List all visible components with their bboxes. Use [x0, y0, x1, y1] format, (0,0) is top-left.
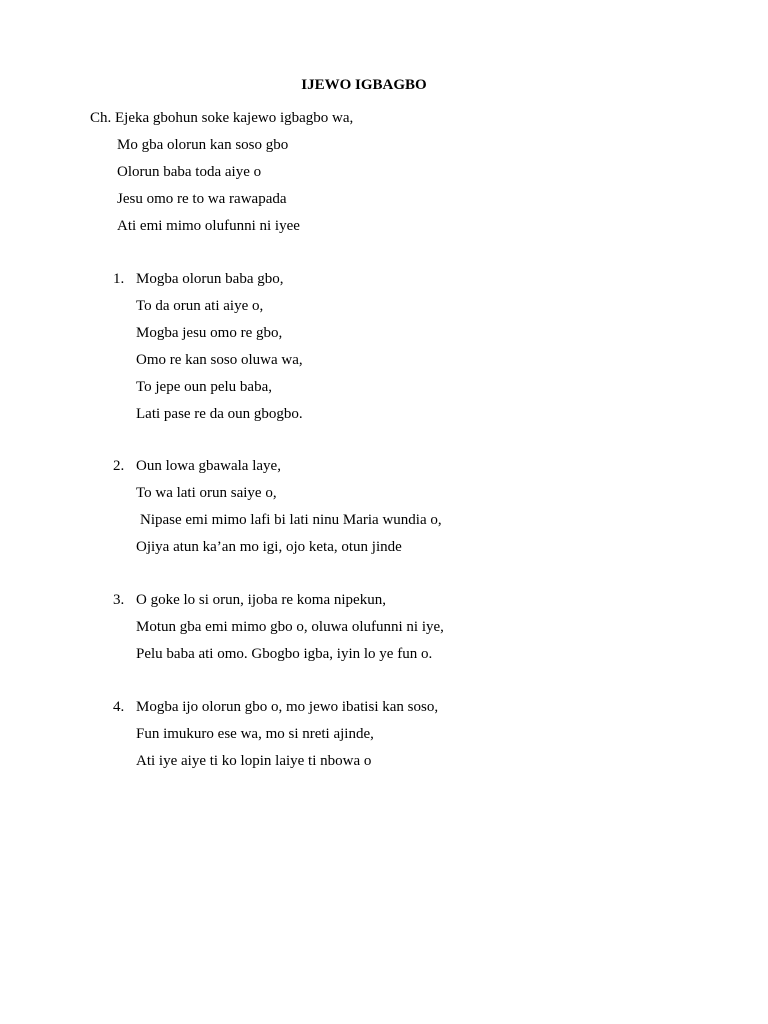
document-title: IJEWO IGBAGBO — [301, 77, 427, 93]
chorus-line: Ati emi mimo olufunni ni iyee — [117, 218, 300, 234]
verse-line: Mogba olorun baba gbo, — [136, 271, 284, 287]
verse-4 — [113, 697, 438, 778]
verse-number: 1. — [113, 271, 125, 287]
verse-line: Pelu baba ati omo. Gbogbo igba, iyin lo ye fun o. — [136, 646, 433, 662]
chorus-line: Mo gba olorun kan soso gbo — [117, 137, 289, 153]
verse-line: Mogba ijo olorun gbo o, mo jewo ibatisi kan soso, — [136, 699, 439, 715]
verse-2 — [113, 456, 442, 564]
verse-number: 3. — [113, 592, 125, 608]
verse-1 — [113, 269, 303, 431]
verse-line: Omo re kan soso oluwa wa, — [136, 352, 303, 368]
chorus-line: Olorun baba toda aiye o — [117, 164, 262, 180]
verse-number: 4. — [113, 699, 125, 715]
verse-line: Ati iye aiye ti ko lopin laiye ti nbowa o — [136, 753, 372, 769]
verse-line: Mogba jesu omo re gbo, — [136, 325, 283, 341]
verse-line: To wa lati orun saiye o, — [136, 485, 277, 501]
verse-3 — [113, 590, 444, 671]
verse-line: O goke lo si orun, ijoba re koma nipekun, — [136, 592, 386, 608]
chorus-block — [90, 108, 353, 243]
verse-line: Lati pase re da oun gbogbo. — [136, 406, 303, 422]
chorus-line: Ch. Ejeka gbohun soke kajewo igbagbo wa, — [90, 110, 354, 126]
chorus-line: Jesu omo re to wa rawapada — [117, 191, 287, 207]
verse-line: To jepe oun pelu baba, — [136, 379, 272, 395]
verse-number: 2. — [113, 458, 125, 474]
verse-line: Motun gba emi mimo gbo o, oluwa olufunni ni iye, — [136, 619, 444, 635]
verse-line: Oun lowa gbawala laye, — [136, 458, 281, 474]
verse-line: Nipase emi mimo lafi bi lati ninu Maria wundia o, — [140, 512, 442, 528]
verse-line: Fun imukuro ese wa, mo si nreti ajinde, — [136, 726, 374, 742]
verse-line: Ojiya atun ka’an mo igi, ojo keta, otun jinde — [136, 539, 402, 555]
verse-line: To da orun ati aiye o, — [136, 298, 264, 314]
